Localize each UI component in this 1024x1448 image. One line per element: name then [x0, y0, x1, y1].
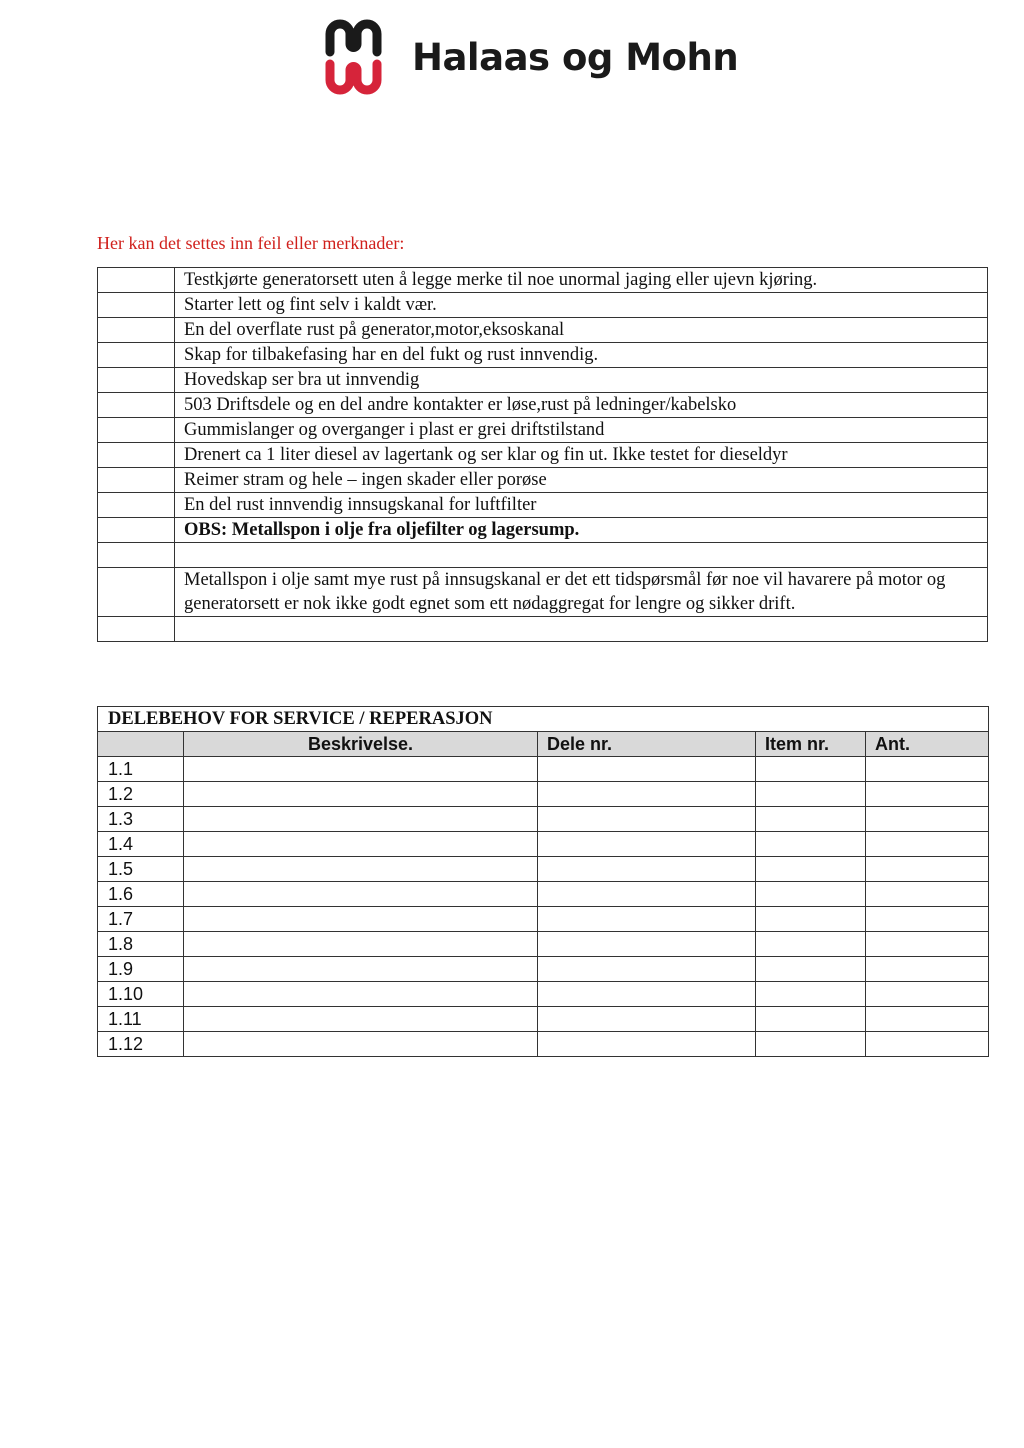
- logo-mark-top-stroke: [330, 24, 377, 52]
- parts-row: [98, 957, 989, 982]
- parts-row-item-number[interactable]: [756, 1032, 866, 1057]
- col-header-index: [98, 732, 184, 757]
- company-name: Halaas og Mohn: [412, 35, 739, 79]
- notes-row-number: [98, 543, 175, 568]
- notes-row-number: [98, 418, 175, 443]
- parts-row-quantity[interactable]: [866, 757, 989, 782]
- parts-row-item-number[interactable]: [756, 882, 866, 907]
- parts-row: [98, 907, 989, 932]
- parts-row-part-number[interactable]: [538, 957, 756, 982]
- notes-row-text: En del rust innvendig innsugskanal for luftfilter: [175, 493, 988, 518]
- parts-title-row: [98, 707, 989, 732]
- notes-row: [98, 268, 988, 293]
- parts-row-part-number[interactable]: [538, 1032, 756, 1057]
- parts-row-item-number[interactable]: [756, 932, 866, 957]
- parts-row-description[interactable]: [184, 807, 538, 832]
- parts-row-item-number[interactable]: [756, 907, 866, 932]
- col-header-description: Beskrivelse.: [184, 732, 538, 757]
- halaas-og-mohn-logo-mark: [324, 18, 390, 96]
- parts-row-description[interactable]: [184, 782, 538, 807]
- parts-row-quantity[interactable]: [866, 857, 989, 882]
- parts-row-description[interactable]: [184, 982, 538, 1007]
- parts-row-part-number[interactable]: [538, 807, 756, 832]
- notes-row-text: [175, 543, 988, 568]
- notes-row-text: Skap for tilbakefasing har en del fukt og rust innvendig.: [175, 343, 988, 368]
- parts-row-description[interactable]: [184, 832, 538, 857]
- parts-row-item-number[interactable]: [756, 757, 866, 782]
- notes-row-text: Hovedskap ser bra ut innvendig: [175, 368, 988, 393]
- notes-row-text: Drenert ca 1 liter diesel av lagertank og ser klar og fin ut. Ikke testet for dieseldyr: [175, 443, 988, 468]
- notes-row-number: [98, 493, 175, 518]
- parts-row-index: 1.8: [98, 932, 184, 957]
- notes-row-number: [98, 443, 175, 468]
- parts-row-part-number[interactable]: [538, 932, 756, 957]
- notes-row-text: Reimer stram og hele – ingen skader eller porøse: [175, 468, 988, 493]
- logo-mark-bottom-stroke: [330, 64, 377, 90]
- parts-row-quantity[interactable]: [866, 832, 989, 857]
- notes-row-text: Starter lett og fint selv i kaldt vær.: [175, 293, 988, 318]
- parts-table: [97, 706, 989, 1057]
- parts-row-item-number[interactable]: [756, 857, 866, 882]
- parts-row: [98, 857, 989, 882]
- parts-row-item-number[interactable]: [756, 807, 866, 832]
- parts-row: [98, 782, 989, 807]
- company-logo: [324, 18, 738, 96]
- parts-row-index: 1.11: [98, 1007, 184, 1032]
- parts-row-description[interactable]: [184, 857, 538, 882]
- notes-row: [98, 368, 988, 393]
- parts-row-part-number[interactable]: [538, 1007, 756, 1032]
- parts-row-index: 1.7: [98, 907, 184, 932]
- parts-row-index: 1.10: [98, 982, 184, 1007]
- parts-row-description[interactable]: [184, 932, 538, 957]
- parts-row-index: 1.5: [98, 857, 184, 882]
- notes-row-text: En del overflate rust på generator,motor,eksoskanal: [175, 318, 988, 343]
- notes-row-text: Gummislanger og overganger i plast er grei driftstilstand: [175, 418, 988, 443]
- parts-row-quantity[interactable]: [866, 907, 989, 932]
- notes-row: [98, 493, 988, 518]
- parts-row-part-number[interactable]: [538, 832, 756, 857]
- notes-row-text: 503 Driftsdele og en del andre kontakter er løse,rust på ledninger/kabelsko: [175, 393, 988, 418]
- parts-row-part-number[interactable]: [538, 982, 756, 1007]
- parts-row-quantity[interactable]: [866, 807, 989, 832]
- parts-row-item-number[interactable]: [756, 832, 866, 857]
- notes-row-text: Metallspon i olje samt mye rust på innsugskanal er det ett tidspørsmål før noe vil havarere på motor og generatorsett er nok ikke godt egnet som ett nødaggregat for lengre og sikker drift.: [175, 568, 988, 617]
- parts-row-part-number[interactable]: [538, 782, 756, 807]
- notes-row: [98, 443, 988, 468]
- notes-row-number: [98, 318, 175, 343]
- notes-row: [98, 617, 988, 642]
- notes-row-text: [175, 617, 988, 642]
- notes-row: [98, 318, 988, 343]
- col-header-item-number: Item nr.: [756, 732, 866, 757]
- notes-row-number: [98, 393, 175, 418]
- notes-row: [98, 468, 988, 493]
- parts-row-index: 1.2: [98, 782, 184, 807]
- notes-table: [97, 267, 988, 642]
- parts-row-item-number[interactable]: [756, 782, 866, 807]
- parts-row-index: 1.3: [98, 807, 184, 832]
- parts-row-quantity[interactable]: [866, 932, 989, 957]
- notes-row-number: [98, 617, 175, 642]
- parts-row-item-number[interactable]: [756, 982, 866, 1007]
- parts-row-index: 1.12: [98, 1032, 184, 1057]
- notes-heading: Her kan det settes inn feil eller merknader:: [97, 233, 405, 253]
- parts-row: [98, 982, 989, 1007]
- parts-row-part-number[interactable]: [538, 882, 756, 907]
- parts-row: [98, 1032, 989, 1057]
- notes-row-number: [98, 268, 175, 293]
- parts-row-description[interactable]: [184, 1007, 538, 1032]
- notes-row: [98, 343, 988, 368]
- notes-row-number: [98, 368, 175, 393]
- notes-row-number: [98, 293, 175, 318]
- col-header-part-number: Dele nr.: [538, 732, 756, 757]
- parts-row-index: 1.6: [98, 882, 184, 907]
- parts-row: [98, 757, 989, 782]
- parts-row-quantity[interactable]: [866, 982, 989, 1007]
- parts-row: [98, 807, 989, 832]
- notes-row: [98, 518, 988, 543]
- parts-row-description[interactable]: [184, 1032, 538, 1057]
- parts-row: [98, 882, 989, 907]
- parts-row-quantity[interactable]: [866, 882, 989, 907]
- parts-row-index: 1.1: [98, 757, 184, 782]
- notes-row: [98, 393, 988, 418]
- notes-row-text: OBS: Metallspon i olje fra oljefilter og lagersump.: [175, 518, 988, 543]
- notes-row-number: [98, 343, 175, 368]
- parts-row-part-number[interactable]: [538, 907, 756, 932]
- parts-row-quantity[interactable]: [866, 782, 989, 807]
- notes-row-number: [98, 468, 175, 493]
- parts-row-item-number[interactable]: [756, 957, 866, 982]
- parts-row-quantity[interactable]: [866, 1032, 989, 1057]
- col-header-quantity: Ant.: [866, 732, 989, 757]
- parts-header-row: [98, 732, 989, 757]
- parts-row: [98, 932, 989, 957]
- parts-row-part-number[interactable]: [538, 857, 756, 882]
- parts-row-quantity[interactable]: [866, 957, 989, 982]
- parts-row-description[interactable]: [184, 757, 538, 782]
- parts-row-index: 1.9: [98, 957, 184, 982]
- notes-row-number: [98, 568, 175, 617]
- parts-row-item-number[interactable]: [756, 1007, 866, 1032]
- parts-row-description[interactable]: [184, 957, 538, 982]
- notes-row: [98, 543, 988, 568]
- notes-row: [98, 568, 988, 617]
- parts-row-description[interactable]: [184, 882, 538, 907]
- notes-row-number: [98, 518, 175, 543]
- notes-row: [98, 418, 988, 443]
- parts-row-quantity[interactable]: [866, 1007, 989, 1032]
- parts-row-index: 1.4: [98, 832, 184, 857]
- parts-row: [98, 1007, 989, 1032]
- notes-row: [98, 293, 988, 318]
- parts-row-part-number[interactable]: [538, 757, 756, 782]
- parts-row-description[interactable]: [184, 907, 538, 932]
- parts-table-title: DELEBEHOV FOR SERVICE / REPERASJON: [98, 707, 989, 732]
- parts-row: [98, 832, 989, 857]
- notes-row-text: Testkjørte generatorsett uten å legge merke til noe unormal jaging eller ujevn kjøring.: [175, 268, 988, 293]
